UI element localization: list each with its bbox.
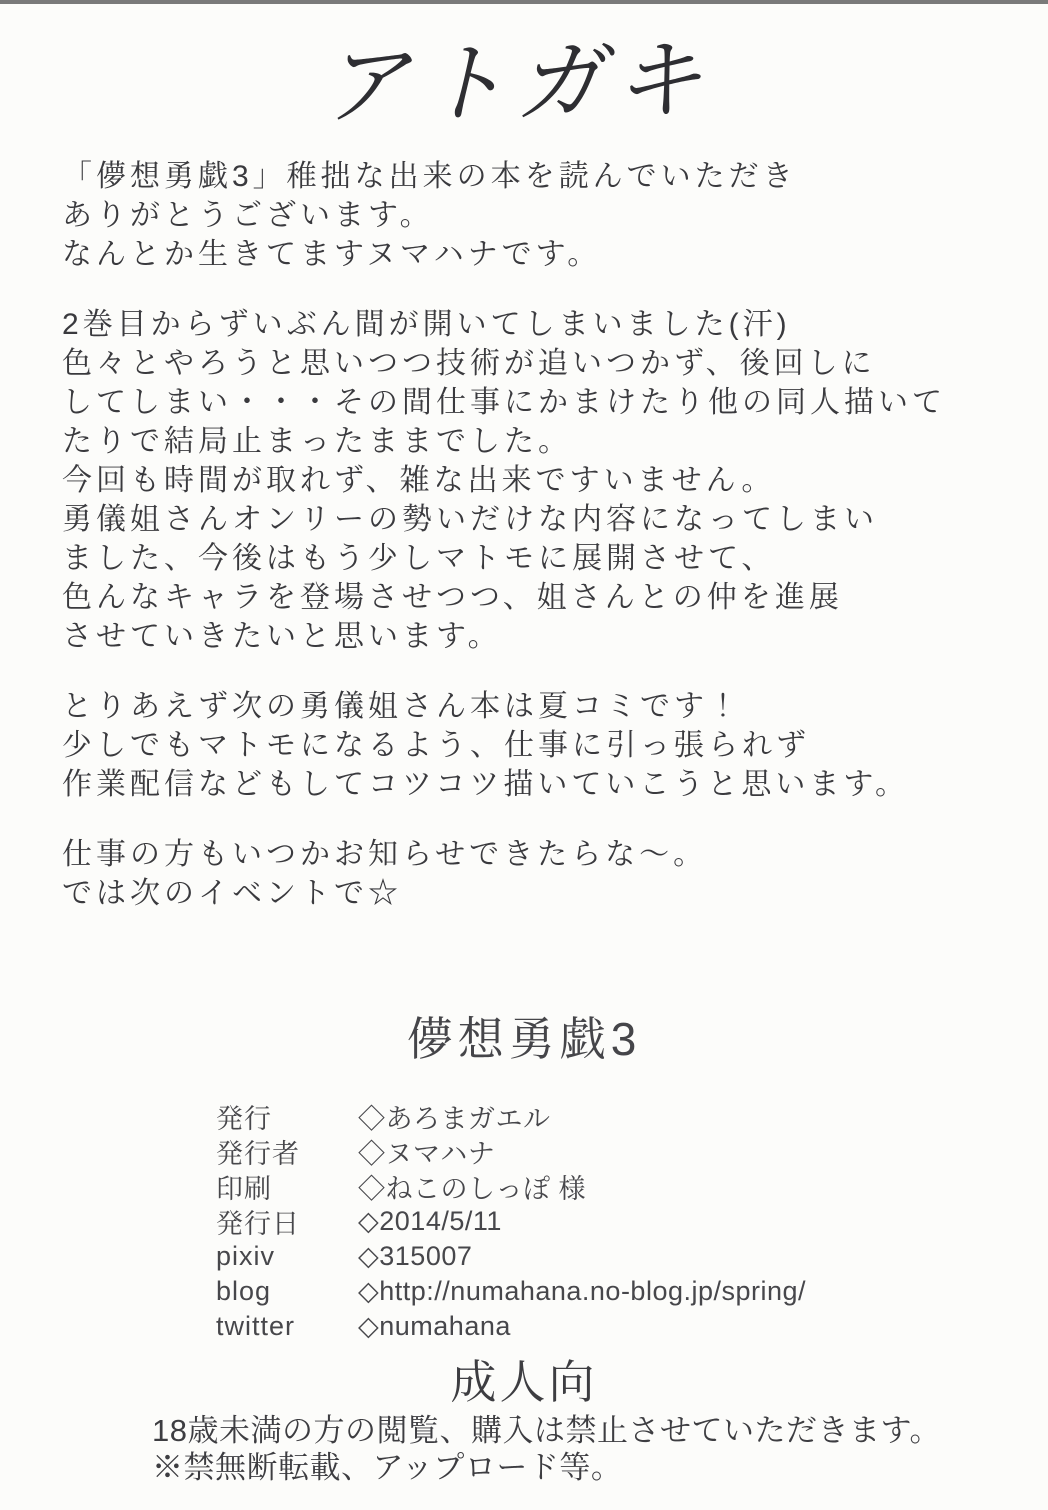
afterword-paragraph (62, 157, 1024, 274)
afterword-line: 「儚想勇戯3」稚拙な出来の本を読んでいただき (62, 160, 797, 193)
adult-rating-label: 成人向 (450, 1356, 598, 1408)
colophon-label: 印刷 (216, 1174, 272, 1204)
afterword-line: 色々とやろうと思いつつ技術が追いつかず、後回しに (62, 347, 876, 380)
afterword-line: とりあえず次の勇儀姐さん本は夏コミです！ (62, 690, 742, 723)
afterword-line: ました、今後はもう少しマトモに展開させて、 (62, 542, 776, 575)
colophon-label: 発行者 (216, 1139, 300, 1169)
book-title-wrap (0, 1003, 1048, 1069)
afterword-paragraph (62, 687, 1024, 804)
colophon-label: pixiv (216, 1241, 276, 1271)
afterword-paragraph (62, 835, 1024, 913)
scan-edge-artifact (0, 0, 1048, 4)
afterword-body (62, 157, 1024, 913)
afterword-line: では次のイベントで☆ (62, 877, 402, 910)
afterword-line: 勇儀姐さんオンリーの勢いだけな内容になってしまい (62, 503, 878, 536)
colophon-value: ◇ヌマハナ (358, 1139, 496, 1169)
afterword-line: させていきたいと思います。 (62, 620, 502, 653)
afterword-paragraph (62, 305, 1024, 656)
afterword-line: 少しでもマトモになるよう、仕事に引っ張られず (62, 729, 810, 762)
colophon-row-author (216, 1134, 806, 1169)
colophon-row-twitter (216, 1309, 806, 1344)
afterword-line: なんとか生きてますヌマハナです。 (62, 238, 602, 271)
colophon-value: ◇ねこのしっぽ 様 (358, 1174, 587, 1204)
colophon-value: ◇2014/5/11 (358, 1206, 502, 1236)
book-title: 儚想勇戯3 (406, 1013, 642, 1065)
afterword-title-wrap (0, 28, 1048, 138)
colophon-row-publisher (216, 1099, 806, 1134)
colophon-label: twitter (216, 1311, 296, 1341)
afterword-line: 作業配信などもしてコツコツ描いていこうと思います。 (62, 768, 909, 801)
colophon-row-printer (216, 1169, 806, 1204)
colophon-row-publish-date (216, 1204, 806, 1239)
colophon-value: ◇あろまガエル (358, 1104, 551, 1134)
colophon-value: ◇315007 (358, 1241, 473, 1271)
colophon-label: 発行日 (216, 1209, 300, 1239)
notice-line: 18歳未満の方の閲覧、購入は禁止させていただきます。 (152, 1413, 941, 1448)
notice-line: ※禁無断転載、アップロード等。 (152, 1450, 623, 1485)
colophon-label: 発行 (216, 1104, 272, 1134)
colophon-value colophon-url: ◇http://numahana.no-blog.jp/spring/ (358, 1276, 807, 1306)
afterword-line: 2巻目からずいぶん間が開いてしまいました(汗) (62, 308, 791, 341)
colophon-value: ◇numahana (358, 1311, 511, 1341)
colophon-row-blog (216, 1274, 806, 1309)
adult-rating-wrap (0, 1346, 1048, 1412)
afterword-line: たりで結局止まったままでした。 (62, 425, 572, 458)
afterword-line: 色んなキャラを登場させつつ、姐さんとの仲を進展 (62, 581, 843, 614)
colophon (216, 1099, 806, 1344)
afterword-line: 仕事の方もいつかお知らせできたらな～。 (62, 838, 708, 871)
afterword-line: ありがとうございます。 (62, 199, 434, 232)
colophon-row-pixiv (216, 1239, 806, 1274)
afterword-line: してしまい・・・その間仕事にかまけたり他の同人描いて (62, 386, 946, 419)
colophon-label: blog (216, 1276, 272, 1306)
age-restriction-notice (152, 1412, 941, 1486)
afterword-title: アトガキ (317, 29, 732, 136)
afterword-line: 今回も時間が取れず、雑な出来ですいません。 (62, 464, 776, 497)
